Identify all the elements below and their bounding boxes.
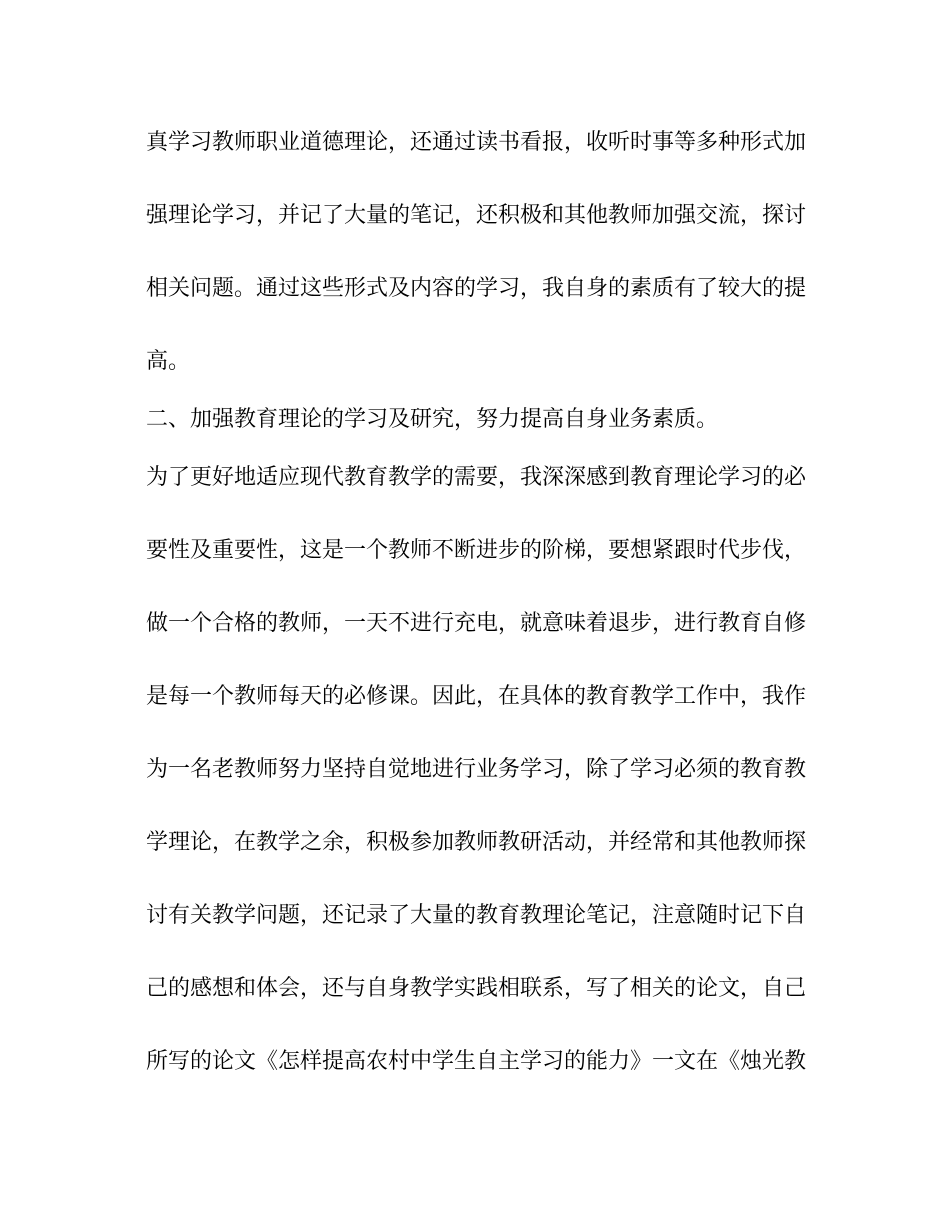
paragraph-2-line-4: 是每一个教师每天的必修课。因此，在具体的教育教学工作中，我作	[146, 684, 806, 709]
paragraph-2-line-7: 讨有关教学问题，还记录了大量的教育教理论笔记，注意随时记下自	[146, 903, 806, 928]
paragraph-2-line-8: 己的感想和体会，还与自身教学实践相联系，写了相关的论文，自己	[146, 976, 806, 1001]
paragraph-2-line-9: 所写的论文《怎样提高农村中学生自主学习的能力》一文在《烛光教	[146, 1049, 806, 1074]
paragraph-2-line-5: 为一名老教师努力坚持自觉地进行业务学习，除了学习必须的教育教	[146, 757, 806, 782]
paragraph-2-line-1: 为了更好地适应现代教育教学的需要，我深深感到教育理论学习的必	[146, 465, 806, 490]
paragraph-1-line-4: 高。	[146, 349, 191, 374]
paragraph-2-line-3: 做一个合格的教师，一天不进行充电，就意味着退步，进行教育自修	[146, 611, 806, 636]
section-heading-2: 二、加强教育理论的学习及研究，努力提高自身业务素质。	[146, 407, 719, 432]
paragraph-1-line-3: 相关问题。通过这些形式及内容的学习，我自身的素质有了较大的提	[146, 276, 806, 301]
paragraph-2-line-2: 要性及重要性，这是一个教师不断进步的阶梯，要想紧跟时代步伐，	[146, 538, 806, 563]
paragraph-1-line-2: 强理论学习，并记了大量的笔记，还积极和其他教师加强交流，探讨	[146, 203, 806, 228]
paragraph-2-line-6: 学理论，在教学之余，积极参加教师教研活动，并经常和其他教师探	[146, 830, 806, 855]
paragraph-1-line-1: 真学习教师职业道德理论，还通过读书看报，收听时事等多种形式加	[146, 130, 806, 155]
